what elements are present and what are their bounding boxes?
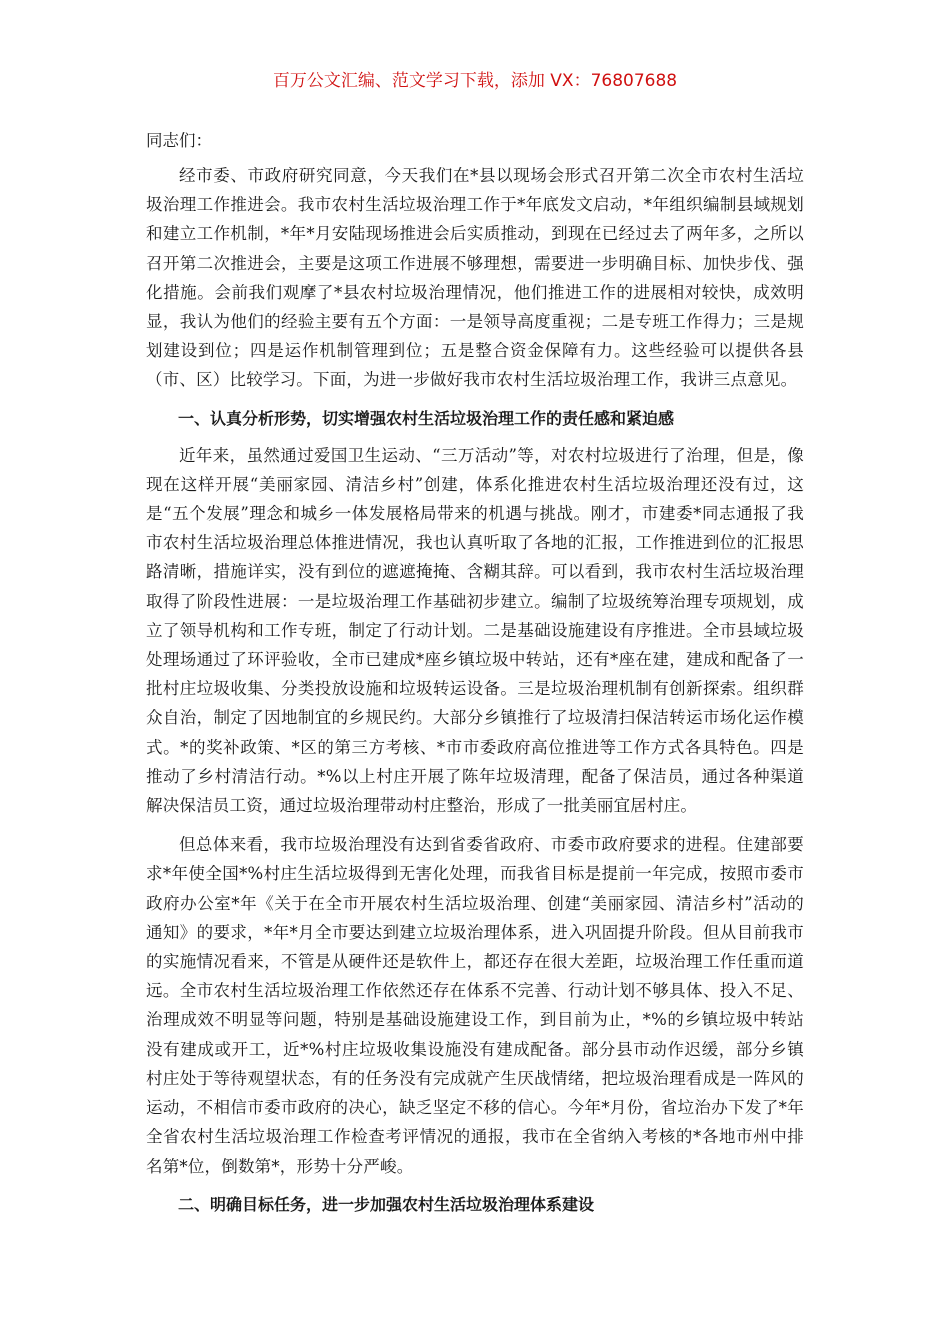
salutation: 同志们： [146, 131, 212, 150]
section-heading-1: 一、认真分析形势，切实增强农村生活垃圾治理工作的责任感和紧迫感 [178, 408, 675, 428]
paragraph-intro: 经市委、市政府研究同意，今天我们在*县以现场会形式召开第二次全市农村生活垃圾治理工作推进会。我市农村生活垃圾治理工作于*年底发文启动，*年组织编制县域规划和建立工作机制，*年*月安陆现场推进会后实质推动，到现在已经过去了两年多，之所以召开第二次推进会，主要是这项工作进展不够理想，需要进一步明确目标、加快步伐、强化措施。会前我们观摩了*县农村垃圾治理情况，他们推进工作的进展相对较快，成效明显，我认为他们的经验主要有五个方面：一是领导高度重视；二是专班工作得力；三是规划建设到位；四是运作机制管理到位；五是整合资金保障有力。这些经验可以提供各县（市、区）比较学习。下面，为进一步做好我市农村生活垃圾治理工作，我讲三点意见。 [146, 166, 804, 390]
section-heading-2: 二、明确目标任务，进一步加强农村生活垃圾治理体系建设 [178, 1194, 595, 1214]
paragraph-progress: 近年来，虽然通过爱国卫生运动、“三万活动”等，对农村垃圾进行了治理，但是，像现在这样开展“美丽家园、清洁乡村”创建，体系化推进农村生活垃圾治理还没有过，这是“五个发展”理念和城乡一体发展格局带来的机遇与挑战。刚才，市建委*同志通报了我市农村生活垃圾治理总体推进情况，我也认真听取了各地的汇报，工作推进到位的汇报思路清晰，措施详实，没有到位的遮遮掩掩、含糊其辞。可以看到，我市农村生活垃圾治理取得了阶段性进展：一是垃圾治理工作基础初步建立。编制了垃圾统筹治理专项规划，成立了领导机构和工作专班，制定了行动计划。二是基础设施建设有序推进。全市县域垃圾处理场通过了环评验收，全市已建成*座乡镇垃圾中转站，还有*座在建，建成和配备了一批村庄垃圾收集、分类投放设施和垃圾转运设备。三是垃圾治理机制有创新探索。组织群众自治，制定了因地制宜的乡规民约。大部分乡镇推行了垃圾清扫保洁转运市场化运作模式。*的奖补政策、*区的第三方考核、*市市委政府高位推进等工作方式各具特色。四是推动了乡村清洁行动。*%以上村庄开展了陈年垃圾清理，配备了保洁员，通过各种渠道解决保洁员工资，通过垃圾治理带动村庄整治，形成了一批美丽宜居村庄。 [146, 445, 804, 816]
header-banner: 百万公文汇编、范文学习下载，添加 VX：76807688 [272, 71, 678, 91]
paragraph-problems: 但总体来看，我市垃圾治理没有达到省委省政府、市委市政府要求的进程。住建部要求*年使全国*%村庄生活垃圾得到无害化处理，而我省目标是提前一年完成，按照市委市政府办公室*年《关于在全市开展农村生活垃圾治理、创建“美丽家园、清洁乡村”活动的通知》的要求，*年*月全市要达到建立垃圾治理体系，进入巩固提升阶段。但从目前我市的实施情况看来，不管是从硬件还是软件上，都还存在很大差距，垃圾治理工作任重而道远。全市农村生活垃圾治理工作依然还存在体系不完善、行动计划不够具体、投入不足、治理成效不明显等问题，特别是基础设施建设工作，到目前为止，*%的乡镇垃圾中转站没有建成或开工，近*%村庄垃圾收集设施没有建成配备。部分县市动作迟缓，部分乡镇村庄处于等待观望状态，有的任务没有完成就产生厌战情绪，把垃圾治理看成是一阵风的运动，不相信市委市政府的决心，缺乏坚定不移的信心。今年*月份，省垃治办下发了*年全省农村生活垃圾治理工作检查考评情况的通报，我市在全省纳入考核的*各地市州中排名第*位，倒数第*，形势十分严峻。 [146, 835, 804, 1176]
